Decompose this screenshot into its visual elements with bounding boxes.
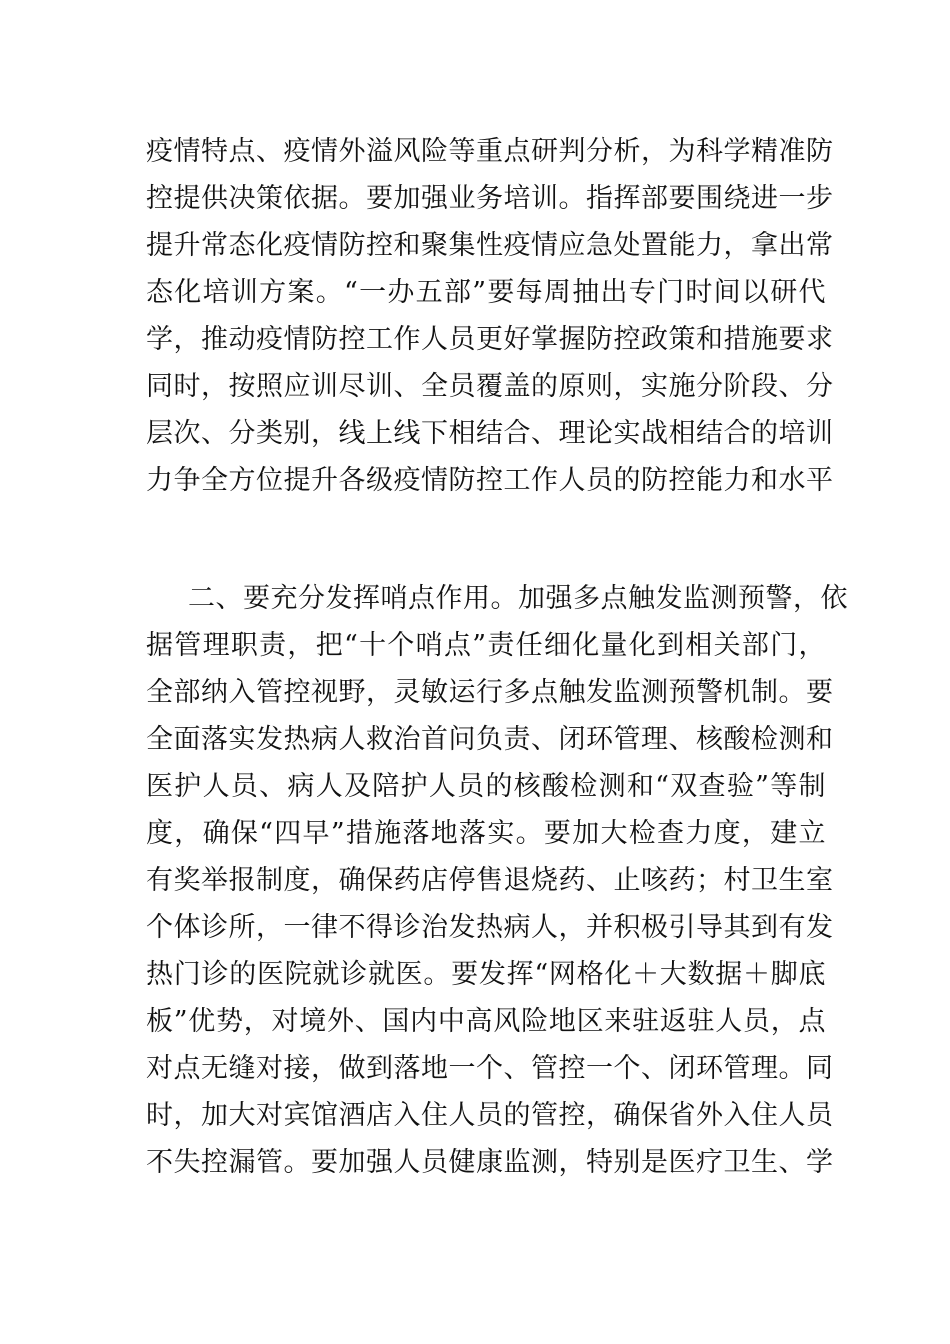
text-line: 提升常态化疫情防控和聚集性疫情应急处置能力，拿出常	[146, 230, 834, 261]
text-line: 有奖举报制度，确保药店停售退烧药、止咳药；村卫生室	[146, 865, 834, 896]
text-line: 个体诊所，一律不得诊治发热病人，并积极引导其到有发	[146, 912, 834, 943]
text-line: 板”优势，对境外、国内中高风险地区来驻返驻人员，点	[146, 1006, 826, 1037]
text-line: 热门诊的医院就诊就医。要发挥“网格化＋大数据＋脚底	[146, 959, 826, 990]
text-line: 度，确保“四早”措施落地落实。要加大检查力度，建立	[146, 818, 826, 849]
text-line: 态化培训方案。“一办五部”要每周抽出专门时间以研代	[146, 277, 826, 308]
text-line: 医护人员、病人及陪护人员的核酸检测和“双查验”等制	[146, 771, 826, 802]
text-line: 控提供决策依据。要加强业务培训。指挥部要围绕进一步	[146, 183, 834, 214]
text-line: 对点无缝对接，做到落地一个、管控一个、闭环管理。同	[146, 1053, 834, 1084]
text-line: 不失控漏管。要加强人员健康监测，特别是医疗卫生、学	[146, 1147, 834, 1178]
text-line: 时，加大对宾馆酒店入住人员的管控，确保省外入住人员	[146, 1100, 834, 1131]
text-line: 全面落实发热病人救治首问负责、闭环管理、核酸检测和	[146, 724, 834, 755]
text-line: 全部纳入管控视野，灵敏运行多点触发监测预警机制。要	[146, 677, 834, 708]
text-line: 层次、分类别，线上线下相结合、理论实战相结合的培训	[146, 418, 834, 449]
text-line: 同时，按照应训尽训、全员覆盖的原则，实施分阶段、分	[146, 371, 834, 402]
text-line: 学，推动疫情防控工作人员更好掌握防控政策和措施要求	[146, 324, 834, 355]
text-line: 疫情特点、疫情外溢风险等重点研判分析，为科学精准防	[146, 136, 834, 167]
text-line: 二、要充分发挥哨点作用。加强多点触发监测预警，依	[188, 583, 848, 614]
text-line: 力争全方位提升各级疫情防控工作人员的防控能力和水平	[146, 465, 834, 496]
text-line: 据管理职责，把“十个哨点”责任细化量化到相关部门，	[146, 630, 826, 661]
